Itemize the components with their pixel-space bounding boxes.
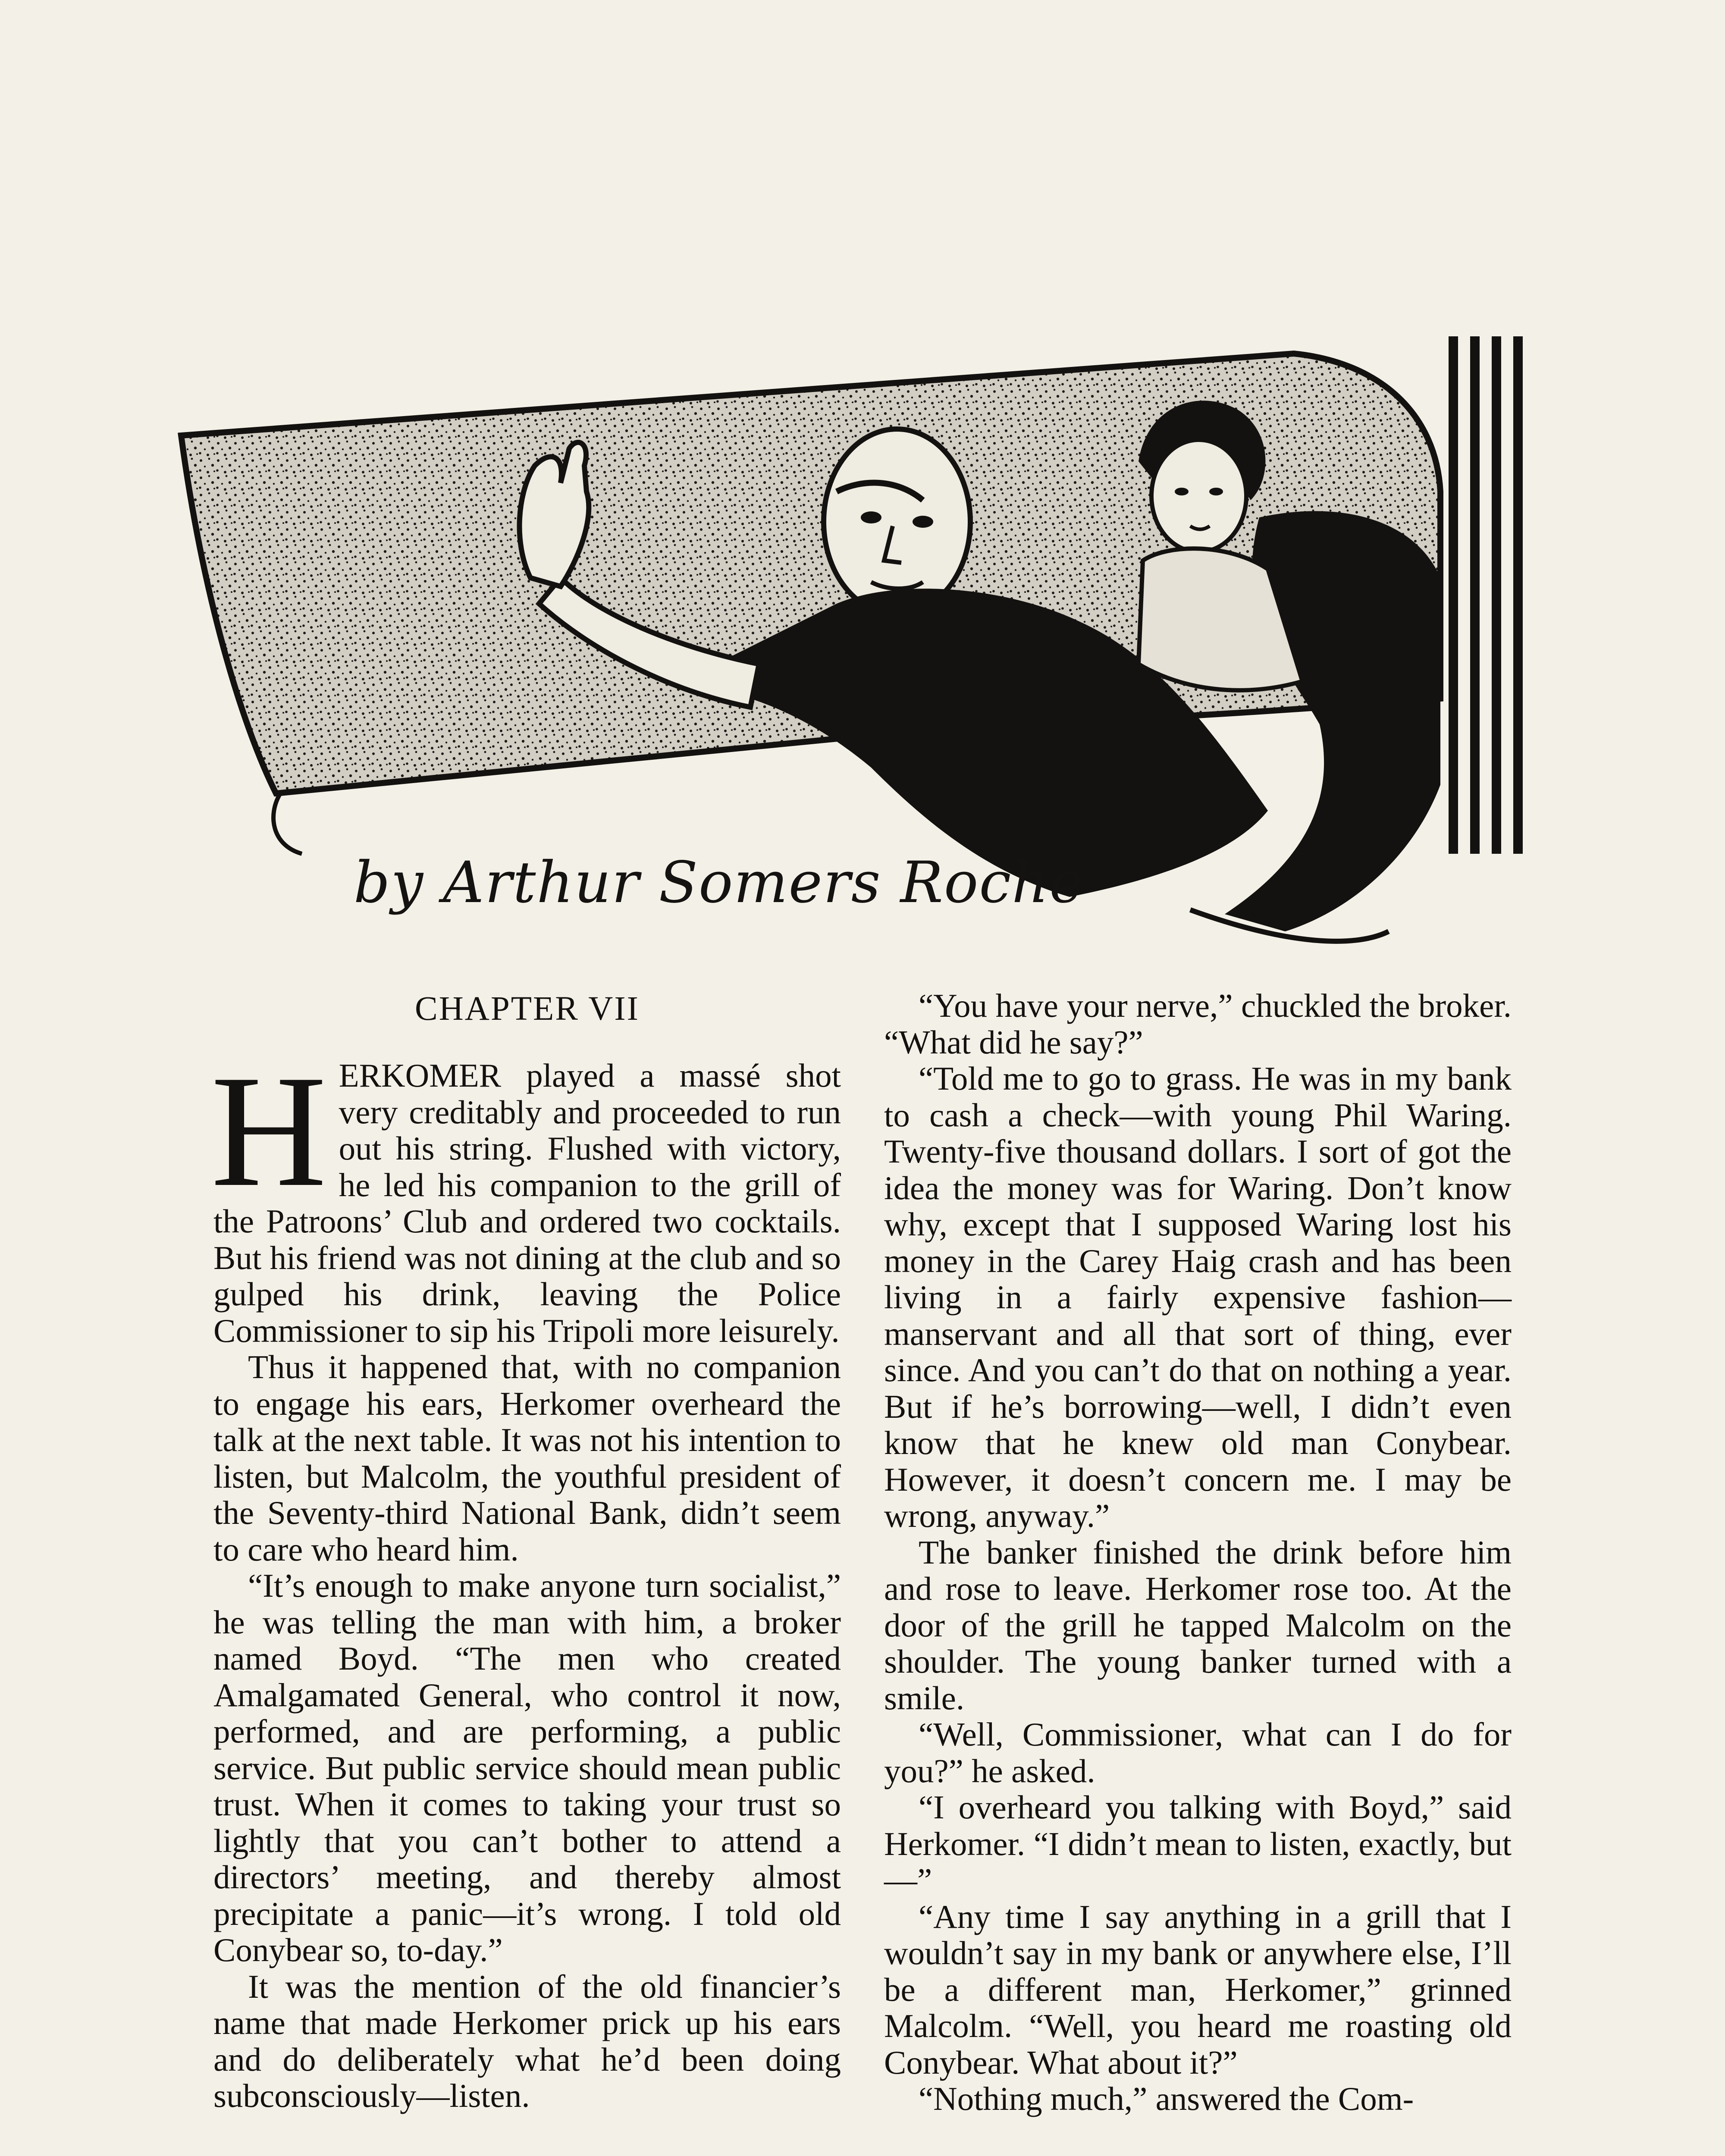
paragraph: “I overheard you talking with Boyd,” said Herkomer. “I didn’t mean to listen, exactly, but—”: [884, 1789, 1512, 1899]
chapter-heading: CHAPTER VII: [415, 990, 640, 1028]
paragraph: “Well, Commissioner, what can I do for you?” he asked.: [884, 1716, 1512, 1789]
drop-cap: H: [211, 1043, 327, 1220]
paragraph: “You have your nerve,” chuckled the broker. “What did he say?”: [884, 987, 1512, 1061]
right-column: [884, 987, 1512, 2117]
woman-face: [1151, 440, 1246, 552]
paragraph: The banker finished the drink before him and rose to leave. Herkomer rose too. At the door of the grill he tapped Malcolm on the shoulder. The young banker turned with a smile.: [884, 1533, 1512, 1717]
left-column: [213, 987, 841, 2114]
paragraph: [211, 1043, 841, 1349]
pillar-lines: [1453, 336, 1518, 854]
paragraph: “Told me to go to grass. He was in my bank to cash a check—with young Phil Waring. Twenty-five thousand dollars. I sort of got the idea the money was for Waring. Don’t know why, except that I supposed Waring lost his money in the Carey Haig crash and has been living in a fairly expensive fashion—manservant and all that sort of thing, ever since. And you can’t do that on nothing a year. But if he’s borrowing—well, I didn’t even know that he knew old man Conybear. However, it doesn’t concern me. I may be wrong, anyway.”: [884, 1060, 1512, 1534]
byline: by Arthur Somers Roche: [354, 849, 1084, 916]
paragraph: It was the mention of the old financier’s name that made Herkomer prick up his ears and do deliberately what he’d been doing subconsciously—listen.: [213, 1968, 841, 2114]
paragraph: Thus it happened that, with no companion to engage his ears, Herkomer overheard the talk at the next table. It was not his intention to listen, but Malcolm, the youthful president of the Seventy-third National Bank, didn’t seem to care who heard him.: [213, 1348, 841, 1568]
paragraph: “Any time I say anything in a grill that I wouldn’t say in my bank or anywhere else, I’ll be a different man, Herkomer,” grinned Malcolm. “Well, you heard me roasting old Conybear. What about it?”: [884, 1898, 1512, 2081]
paragraph: “Nothing much,” answered the Com-: [919, 2080, 1414, 2117]
paragraph-text: ERKOMER played a massé shot very creditably and proceeded to run out his string. Flushed with victory, he led his companion to the grill of the Patroons’ Club and ordered two cocktails. But his friend was not dining at the club and so gulped his drink, leaving the Police Commissioner to sip his Tripoli more leisurely.: [213, 1057, 841, 1349]
byline-flourish: [273, 793, 302, 854]
paragraph: “It’s enough to make anyone turn socialist,” he was telling the man with him, a broker named Boyd. “The men who created Amalgamated General, who control it now, performed, and are performing, a public service. But public service should mean public trust. When it comes to taking your trust so lightly that you can’t bother to attend a directors’ meeting, and thereby almost precipitate a panic—it’s wrong. I told old Conybear so, to-day.”: [213, 1567, 841, 1968]
